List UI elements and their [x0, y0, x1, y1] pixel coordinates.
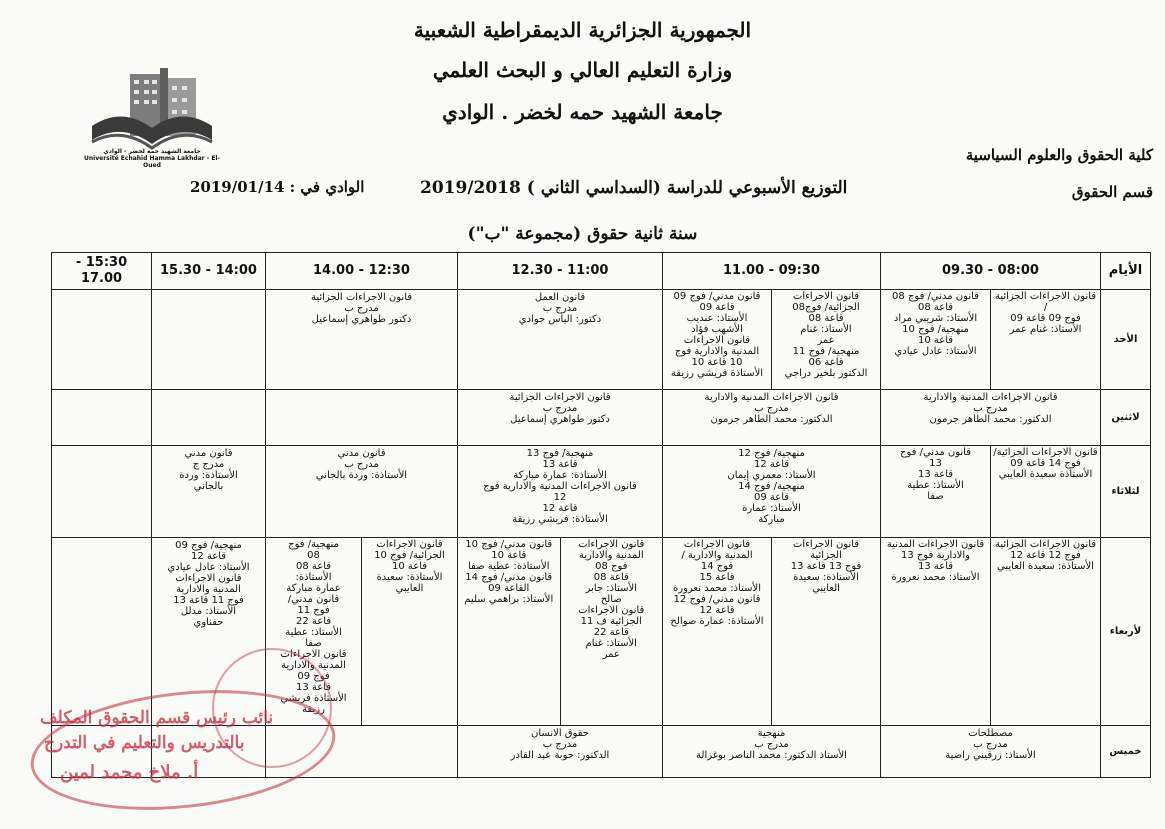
cell-tue-s1: [881, 446, 1101, 538]
cell-text-line: فوج 13 قاعة 13: [790, 561, 862, 572]
cell-text-line: مدرج ب: [754, 739, 789, 750]
cell-tue-s3: [458, 446, 663, 538]
cell-text-line: قانون مدني/ فوج: [900, 447, 971, 458]
cell-text-line: عمارة مباركة: [286, 583, 341, 594]
cell-text-line: قانون مدني/ فوج 10: [465, 539, 553, 550]
cell-text-line: دكتور طواهري إسماعيل: [311, 314, 412, 325]
cell-text-line: الجزائية/ فوج 10: [374, 550, 445, 561]
cell-sun-s4: [266, 290, 458, 390]
cell-block: [663, 290, 771, 389]
cell-text-line: الأستاذة: سعيدة العايبي: [997, 561, 1094, 572]
cell-text-line: الجزائية: [810, 550, 842, 561]
cell-text-line: مدرج ب: [542, 739, 578, 750]
cell-text-line: فوج 14: [700, 561, 734, 572]
logo-caption-ar: جامعة الشهيد حمه لخضر - الوادي: [103, 148, 201, 155]
cell-mon-s3: [458, 390, 663, 446]
cell-thu-s1: [881, 726, 1101, 778]
cell-text-line: الأستاذة:: [295, 572, 332, 583]
schedule-title: التوزيع الأسبوعي للدراسة (السداسي الثاني ) 2019/2018: [420, 178, 848, 198]
cell-block: [771, 290, 880, 389]
schedule-date: الوادي في : 2019/01/14: [190, 178, 365, 196]
cell-text-line: قانون الاجراءات المدنية والادارية: [704, 392, 839, 403]
cell-text-line: منهجية/ فوج: [288, 539, 339, 550]
cell-text-line: الأستاذ: شريبي مراد: [893, 313, 978, 324]
table-row: [52, 390, 1151, 446]
cell-text-line: مدرج ب: [344, 303, 379, 314]
cell-text-line: الأستاذة سعيدة العايبي: [998, 469, 1093, 480]
cell-text-line: قانون مدني/ فوج 14: [465, 572, 553, 583]
faculty-name: كلية الحقوق والعلوم السياسية: [965, 146, 1153, 164]
cell-text-line: قاعة 08: [808, 313, 844, 324]
cell-text-line: قاعة 06: [808, 357, 844, 368]
cell-text-line: قاعة 22: [593, 627, 629, 638]
cell-text-line: المدنية والادارية فوج: [674, 346, 760, 357]
cell-text-line: العايبي: [395, 583, 424, 594]
cell-text-line: الأستاذ: جابر: [585, 583, 637, 594]
cell-text-line: مدرج ب: [344, 459, 379, 470]
cell-text-line: قاعة 08: [295, 561, 332, 572]
cell-block: [990, 290, 1100, 389]
cell-text-line: الأستاذ: عنديب: [686, 313, 748, 324]
cell-text-line: قانون الاجراءات الجزائية: [994, 291, 1097, 302]
cell-text-line: منهجية/ فوج 09: [175, 540, 242, 551]
cell-text-line: الأستاذة فريشي رزيقة: [670, 368, 764, 379]
department-name: قسم الحقوق: [1071, 183, 1153, 201]
cell-thu-s3: [458, 726, 663, 778]
cell-text-line: مدرج ب: [973, 403, 1008, 414]
header-slot-3: 11:00 - 12.30: [458, 253, 663, 290]
cell-text-line: حفناوي: [193, 617, 224, 628]
cell-text-line: قاعة 08: [593, 572, 629, 583]
cell-text-line: قاعة 09: [753, 492, 790, 503]
cell-text-line: الأستاذ: محمد نعرورة: [891, 572, 980, 583]
cell-block: [881, 290, 990, 389]
cell-mon-s6: [52, 390, 152, 446]
cell-text-line: قانون الاجراءات: [175, 573, 242, 584]
cell-sun-s1: [881, 290, 1101, 390]
cell-text-line: قانون الاجراءات الجزائية: [994, 539, 1097, 550]
cell-text-line: رزيقة: [302, 704, 325, 715]
cell-text-line: قاعة 13: [917, 469, 954, 480]
cell-text-line: القاعة 09: [488, 583, 530, 594]
cell-text-line: فوج 09 قاعة 09: [1010, 313, 1081, 324]
cell-block: [881, 538, 990, 725]
cell-text-line: الأستاذة: عطية صفا: [468, 561, 550, 572]
cell-text-line: مباركة: [758, 514, 785, 525]
cell-text-line: دكتور: الياس جوادي: [518, 314, 602, 325]
header-days: الأيام: [1101, 253, 1151, 290]
cell-wed-s6: [52, 538, 152, 726]
cell-text-line: قاعة 10: [917, 335, 954, 346]
cell-block: [560, 538, 663, 725]
day-tuesday: لثلاثاء: [1101, 446, 1151, 538]
cell-text-line: قاعة 13: [295, 682, 332, 693]
cell-text-line: الأستاذة: سعيدة: [793, 572, 859, 583]
cell-thu-s2: [663, 726, 881, 778]
cell-block: [361, 538, 457, 725]
cell-text-line: قانون مدني: [337, 448, 386, 459]
cell-text-line: الأستاذة: وردة بالجاني: [315, 470, 408, 481]
cell-text-line: العايبي: [812, 583, 840, 594]
cell-text-line: مدرج ب: [542, 403, 578, 414]
cell-text-line: صالح: [600, 594, 622, 605]
cell-text-line: قانون الاجراءات المدنية والادارية فوج: [483, 481, 637, 492]
cell-block: [458, 538, 560, 725]
cell-mon-s1: [881, 390, 1101, 446]
cell-text-line: قاعة 12: [699, 605, 735, 616]
cell-text-line: عمر: [602, 649, 620, 660]
cell-wed-s1: [881, 538, 1101, 726]
logo-caption-fr: Université Echahid Hamma Lakhdar - El-Oued: [84, 155, 220, 169]
cell-text-line: قانون مدني/: [287, 594, 340, 605]
cell-text-line: الأستاذ: غنام: [585, 638, 637, 649]
cell-text-line: الأستاذ: عطية: [285, 627, 342, 638]
cell-text-line: قانون الاجراءات المدنية: [886, 539, 985, 550]
cell-sun-s2: [663, 290, 881, 390]
cell-text-line: الأستاذ: غنام عمر: [1009, 324, 1082, 335]
cell-text-line: قانون مدني/ فوج 12: [673, 594, 761, 605]
university-title: جامعة الشهيد حمه لخضر . الوادي: [442, 100, 723, 124]
cell-text-line: قانون الاجراءات: [280, 649, 347, 660]
cell-text-line: الأستاذ الدكتور: محمد الناصر بوغزالة: [696, 750, 847, 761]
cell-text-line: الجزائية/ فوج08: [792, 302, 860, 313]
cell-block: [663, 538, 771, 725]
day-thursday: خميس: [1101, 726, 1151, 778]
cell-text-line: منهجية/ فوج 11: [792, 346, 860, 357]
header-slot-1: 08:00 - 09.30: [881, 253, 1101, 290]
cell-text-line: صفا: [927, 491, 944, 502]
cell-text-line: منهجية/ فوج 13: [526, 448, 594, 459]
cell-text-line: فوج 11: [297, 605, 330, 616]
stamp-signature: أ. ملاخ محمد لمين: [60, 762, 199, 783]
cell-text-line: قانون مدني/ فوج 08: [892, 291, 979, 302]
cell-text-line: صفا: [305, 638, 322, 649]
cell-text-line: منهجية/ فوج 12: [738, 448, 805, 459]
stamp-line-2: بالتدريس والتعليم في التدرج: [44, 733, 245, 753]
header-slot-2: 09:30 - 11.00: [663, 253, 881, 290]
cell-text-line: الأستاذ: عطية: [907, 480, 964, 491]
cell-text-line: الأستاذ: معمري إيمان: [727, 470, 816, 481]
cell-text-line: والادارية فوج 13: [900, 550, 970, 561]
cell-block: [771, 538, 880, 725]
cell-tue-s6: [52, 446, 152, 538]
cell-text-line: فوج 08: [595, 561, 628, 572]
cell-text-line: الأشهب فؤاد: [691, 324, 743, 335]
cell-tue-s2: [663, 446, 881, 538]
cell-tue-s5: [152, 446, 266, 538]
cell-text-line: الأستاذ: عادل عيادي: [894, 346, 977, 357]
cell-mon-s2: [663, 390, 881, 446]
cell-text-line: المدنية والادارية: [176, 584, 241, 595]
cell-text-line: فوج 09: [297, 671, 330, 682]
cell-text-line: قانون الاجراءات: [683, 335, 751, 346]
cell-text-line: الجزائية ف 11: [580, 616, 642, 627]
cell-text-line: المدنية والادارية: [578, 550, 644, 561]
cell-text-line: قانون الاجراءات: [578, 605, 645, 616]
cell-text-line: الأستاذ: محمد نعرورة: [673, 583, 761, 594]
cell-text-line: قانون الاجراءات: [792, 291, 860, 302]
stamp-line-1: نائب رئيس قسم الحقوق المكلف: [40, 708, 274, 728]
cell-text-line: منهجية/ فوج 14: [738, 481, 805, 492]
cell-text-line: الأستاذة: وردة: [179, 470, 238, 481]
cell-text-line: الأستاذة: فريشي رزيقة: [512, 514, 608, 525]
cell-text-line: قاعة 13: [917, 561, 954, 572]
header-slot-4: 12:30 - 14.00: [266, 253, 458, 290]
cell-text-line: حقوق الانسان: [531, 728, 589, 739]
cell-text-line: قاعة 12: [542, 503, 578, 514]
cell-text-line: الأستاذ: عمارة: [742, 503, 801, 514]
cell-text-line: الدكتور: محمد الطاهر جرمون: [710, 414, 833, 425]
cell-text-line: فوج 12 قاعة 12: [1010, 550, 1081, 561]
cell-block: [990, 446, 1100, 537]
header-slot-6: 15:30 - 17.00: [52, 253, 152, 290]
cell-sun-s6: [52, 290, 152, 390]
cell-text-line: الأستاذة فريشي: [280, 693, 347, 704]
cell-text-line: قانون الاجراءات الجزائية: [509, 392, 611, 403]
cell-text-line: الأستاذ: عادل عيادي: [167, 562, 250, 573]
cell-text-line: قانون العمل: [534, 292, 586, 303]
cell-text-line: قانون مدني/ فوج 09: [673, 291, 761, 302]
cell-text-line: 13: [929, 458, 942, 469]
republic-title: الجمهورية الجزائرية الديمقراطية الشعبية: [413, 18, 752, 42]
cell-text-line: قانون الاجراءات: [683, 539, 751, 550]
cell-text-line: الأستاذة: سعيدة: [376, 572, 443, 583]
cell-text-line: 12: [553, 492, 567, 503]
table-row: [52, 290, 1151, 390]
cell-text-line: مصطلحات: [968, 728, 1013, 739]
cell-text-line: فوج 14 قاعة 09: [1010, 458, 1081, 469]
header-slot-5: 14:00 - 15.30: [152, 253, 266, 290]
cell-text-line: مدرج ب: [973, 739, 1008, 750]
cell-text-line: مدرج ب: [542, 303, 578, 314]
cell-text-line: قاعة 13: [542, 459, 578, 470]
cell-text-line: الأستاذة: عمارة صوالح: [670, 616, 764, 627]
cell-text-line: 08: [307, 550, 320, 561]
table-header-row: [52, 253, 1151, 290]
cell-text-line: بالجاني: [193, 481, 224, 492]
cell-text-line: الدكتور: حوبة عبد القادر: [510, 750, 610, 761]
day-sunday: الأحد: [1101, 290, 1151, 390]
cell-sun-s3: [458, 290, 663, 390]
cell-sun-s5: [152, 290, 266, 390]
cell-text-line: الأستاذ: زرقيني راضية: [945, 750, 1036, 761]
cell-text-line: قانون الاجراءات الجزائية/: [993, 447, 1098, 458]
table-row: [52, 446, 1151, 538]
cell-text-line: الدكتور بلخير دراجي: [784, 368, 868, 379]
cell-block: [881, 446, 990, 537]
cell-text-line: الدكتور: محمد الطاهر جرمون: [929, 414, 1052, 425]
cell-tue-s4: [266, 446, 458, 538]
cell-text-line: مدرج ب: [754, 403, 789, 414]
cell-text-line: قاعة 15: [699, 572, 735, 583]
day-monday: لاثنين: [1101, 390, 1151, 446]
cell-text-line: الأستاذ: براهمي سليم: [464, 594, 554, 605]
cell-text-line: قاعة 08: [917, 302, 954, 313]
cell-text-line: مدرج ج: [192, 459, 225, 470]
cell-text-line: فوج 11 قاعة 13: [173, 595, 244, 606]
cell-text-line: قاعة 09: [699, 302, 735, 313]
cell-text-line: قانون الاجراءات: [578, 539, 645, 550]
cell-text-line: منهجية/ فوج 10: [902, 324, 969, 335]
cell-mon-s4: [266, 390, 458, 446]
cell-text-line: قاعة 10: [391, 561, 428, 572]
cell-text-line: منهجية: [757, 728, 786, 739]
cell-text-line: قاعة 12: [753, 459, 790, 470]
cell-block: [990, 538, 1100, 725]
cell-text-line: قاعة 22: [295, 616, 332, 627]
cell-text-line: عمر: [817, 335, 835, 346]
cell-text-line: قانون الاجراءات: [376, 539, 443, 550]
cell-text-line: قانون الاجراءات المدنية والادارية: [923, 392, 1058, 403]
cell-text-line: 10 قاعة 10: [691, 357, 743, 368]
group-title: سنة ثانية حقوق (مجموعة "ب"): [467, 224, 698, 244]
cell-mon-s5: [152, 390, 266, 446]
cell-text-line: الأستاذة: عمارة مباركة: [513, 470, 607, 481]
cell-text-line: /: [1043, 302, 1048, 313]
cell-text-line: الأستاذ: مدلل: [180, 606, 237, 617]
cell-text-line: قاعة 12: [190, 551, 227, 562]
day-wednesday: لأربعاء: [1101, 538, 1151, 726]
cell-wed-s2: [663, 538, 881, 726]
cell-text-line: المدنية والادارية: [281, 660, 346, 671]
cell-text-line: قانون الاجراءات: [792, 539, 860, 550]
cell-wed-s3: [458, 538, 663, 726]
cell-text-line: قانون مدني: [184, 448, 233, 459]
cell-text-line: قانون الاجراءات الجزائية: [310, 292, 413, 303]
cell-text-line: المدنية والادارية /: [681, 550, 753, 561]
cell-text-line: قاعة 10: [491, 550, 527, 561]
logo-caption: [78, 148, 226, 169]
cell-text-line: دكتور طواهري إسماعيل: [510, 414, 610, 425]
cell-text-line: الأستاذ: غنام: [800, 324, 852, 335]
ministry-title: وزارة التعليم العالي و البحث العلمي: [432, 58, 733, 82]
